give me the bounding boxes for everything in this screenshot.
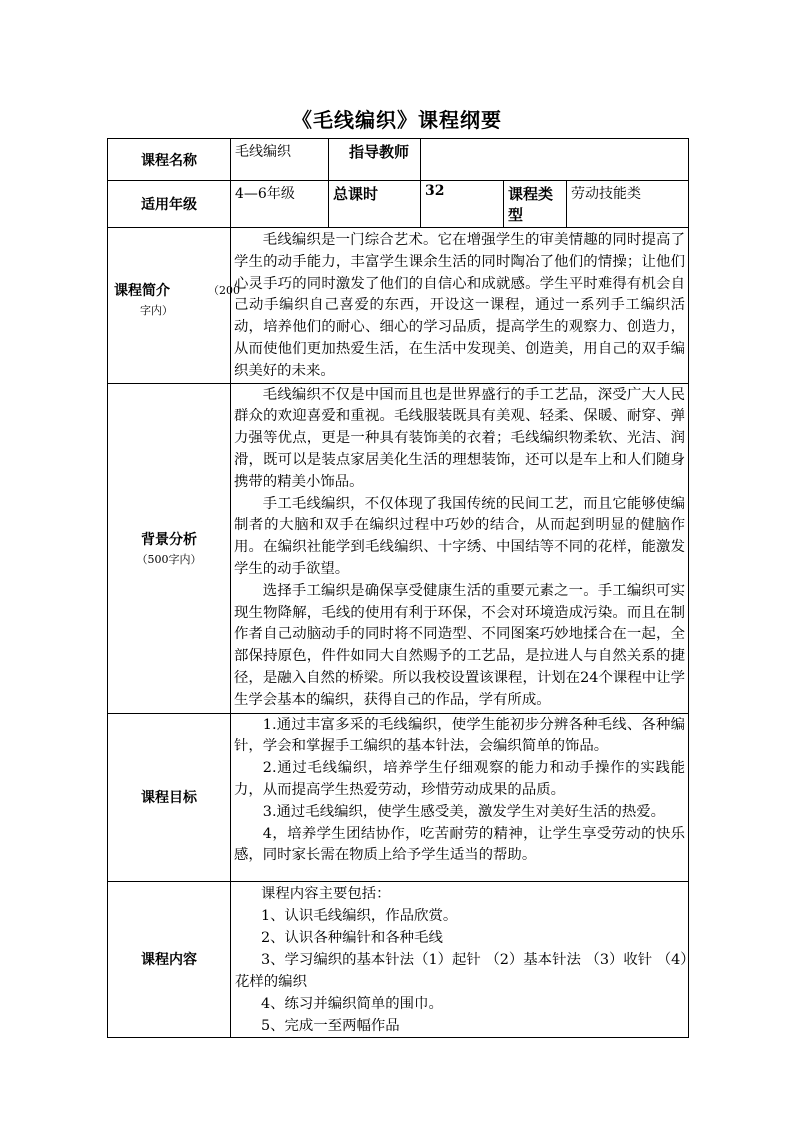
label-grade: 适用年级 [108,181,231,228]
background-paragraph-3: 选择手工编织是确保享受健康生活的重要元素之一。手工编织可实现生物降解，毛线的使用有利于环保，不会对环境造成污染。而且在制作者自己动脑动手的同时将不同造型、不同图案巧妙地揉合在一起，全部保持原色，件件如同大自然赐予的工艺品，是拉进人与自然关系的捷径，是融入自然的桥梁。所以我校设置该课程，计划在24个课程中让学生学会基本的编织，获得自己的作品，学有所成。 [234,582,685,708]
label-cell-intro [108,228,240,384]
goals-content [231,713,689,881]
intro-text: 毛线编织是一门综合艺术。它在增强学生的审美情趣的同时提高了学生的动手能力，丰富学生课余生活的同时陶冶了他们的情操；让他们心灵手巧的同时激发了他们的自信心和成就感。学生平时难得有机会自己动手编织自己喜爱的东西，开设这一课程，通过一系列手工编织活动，培养他们的耐心、细心的学习品质，提高学生的观察力、创造力，从而使他们更加热爱生活，在生活中发现美、创造美，用自己的双手编织美好的未来。 [234,232,685,379]
content-list [231,881,689,1037]
row-background [108,383,689,713]
intro-count-unit: 字内） [140,304,173,317]
content-item: 4、练习并编织简单的围巾。 [261,995,443,1012]
content-intro: 课程内容主要包括： [261,885,391,902]
row-course-name [108,139,689,181]
background-paragraph-2: 手工毛线编织，不仅体现了我国传统的民间工艺，而且它能够使编制者的大脑和双手在编织过程中巧妙的结合，从而起到明显的健脑作用。在编织社能学到毛线编织、十字绣、中国结等不同的花样，能激发学生的动手欲望。 [234,495,685,577]
goal-item: 4，培养学生团结协作，吃苦耐劳的精神，让学生享受劳动的快乐感，同时家长需在物质上给予学生适当的帮助。 [234,825,685,864]
label-course-type: 课程类型 [504,181,567,228]
content-item: 3、学习编织的基本针法（1）起针 （2）基本针法 （3）收针 （4）花样的编织 [235,951,688,990]
document-title: 《毛线编织》课程纲要 [292,108,502,132]
label-background: 背景分析 [141,532,197,549]
label-total-hours: 总课时 [329,181,421,228]
label-cell-background [108,383,231,713]
label-content: 课程内容 [108,881,231,1037]
content-item: 5、完成一至两幅作品 [261,1017,400,1034]
row-intro [108,228,689,384]
background-content [231,383,689,713]
intro-content [231,228,689,384]
label-course-name: 课程名称 [108,139,231,181]
background-paragraph-1: 毛线编织不仅是中国而且也是世界盛行的手工艺品，深受广大人民群众的欢迎喜爱和重视。毛线服装既具有美观、轻柔、保暖、耐穿、弹力强等优点，更是一种具有装饰美的衣着；毛线编织物柔软、光洁、润滑，既可以是装点家居美化生活的理想装饰，还可以是车上和人们随身携带的精美小饰品。 [234,386,685,490]
background-count-limit: （500字内） [136,553,202,567]
syllabus-table [107,138,689,1038]
value-total-hours: 32 [421,181,504,228]
goal-item: 3.通过毛线编织，使学生感受美，激发学生对美好生活的热爱。 [262,803,666,820]
goal-item: 2.通过毛线编织，培养学生仔细观察的能力和动手操作的实践能力，从而提高学生热爱劳动，珍惜劳动成果的品质。 [234,760,685,798]
content-item: 1、认识毛线编织，作品欣赏。 [261,907,458,924]
label-goals: 课程目标 [108,713,231,881]
label-intro: 课程简介 [114,283,170,299]
row-content [108,881,689,1037]
label-teacher: 指导教师 [329,139,421,181]
value-teacher [421,139,689,181]
row-goals [108,713,689,881]
content-item: 2、认识各种编针和各种毛线 [261,929,443,946]
value-grade: 4—6年级 [231,181,329,228]
row-grade [108,181,689,228]
value-course-name: 毛线编织 [231,139,329,181]
goal-item: 1.通过丰富多采的毛线编织，使学生能初步分辨各种毛线、各种编针，学会和掌握手工编织的基本针法，会编织简单的饰品。 [234,716,685,755]
intro-count-limit: （200 [208,284,240,297]
value-course-type: 劳动技能类 [567,181,689,228]
